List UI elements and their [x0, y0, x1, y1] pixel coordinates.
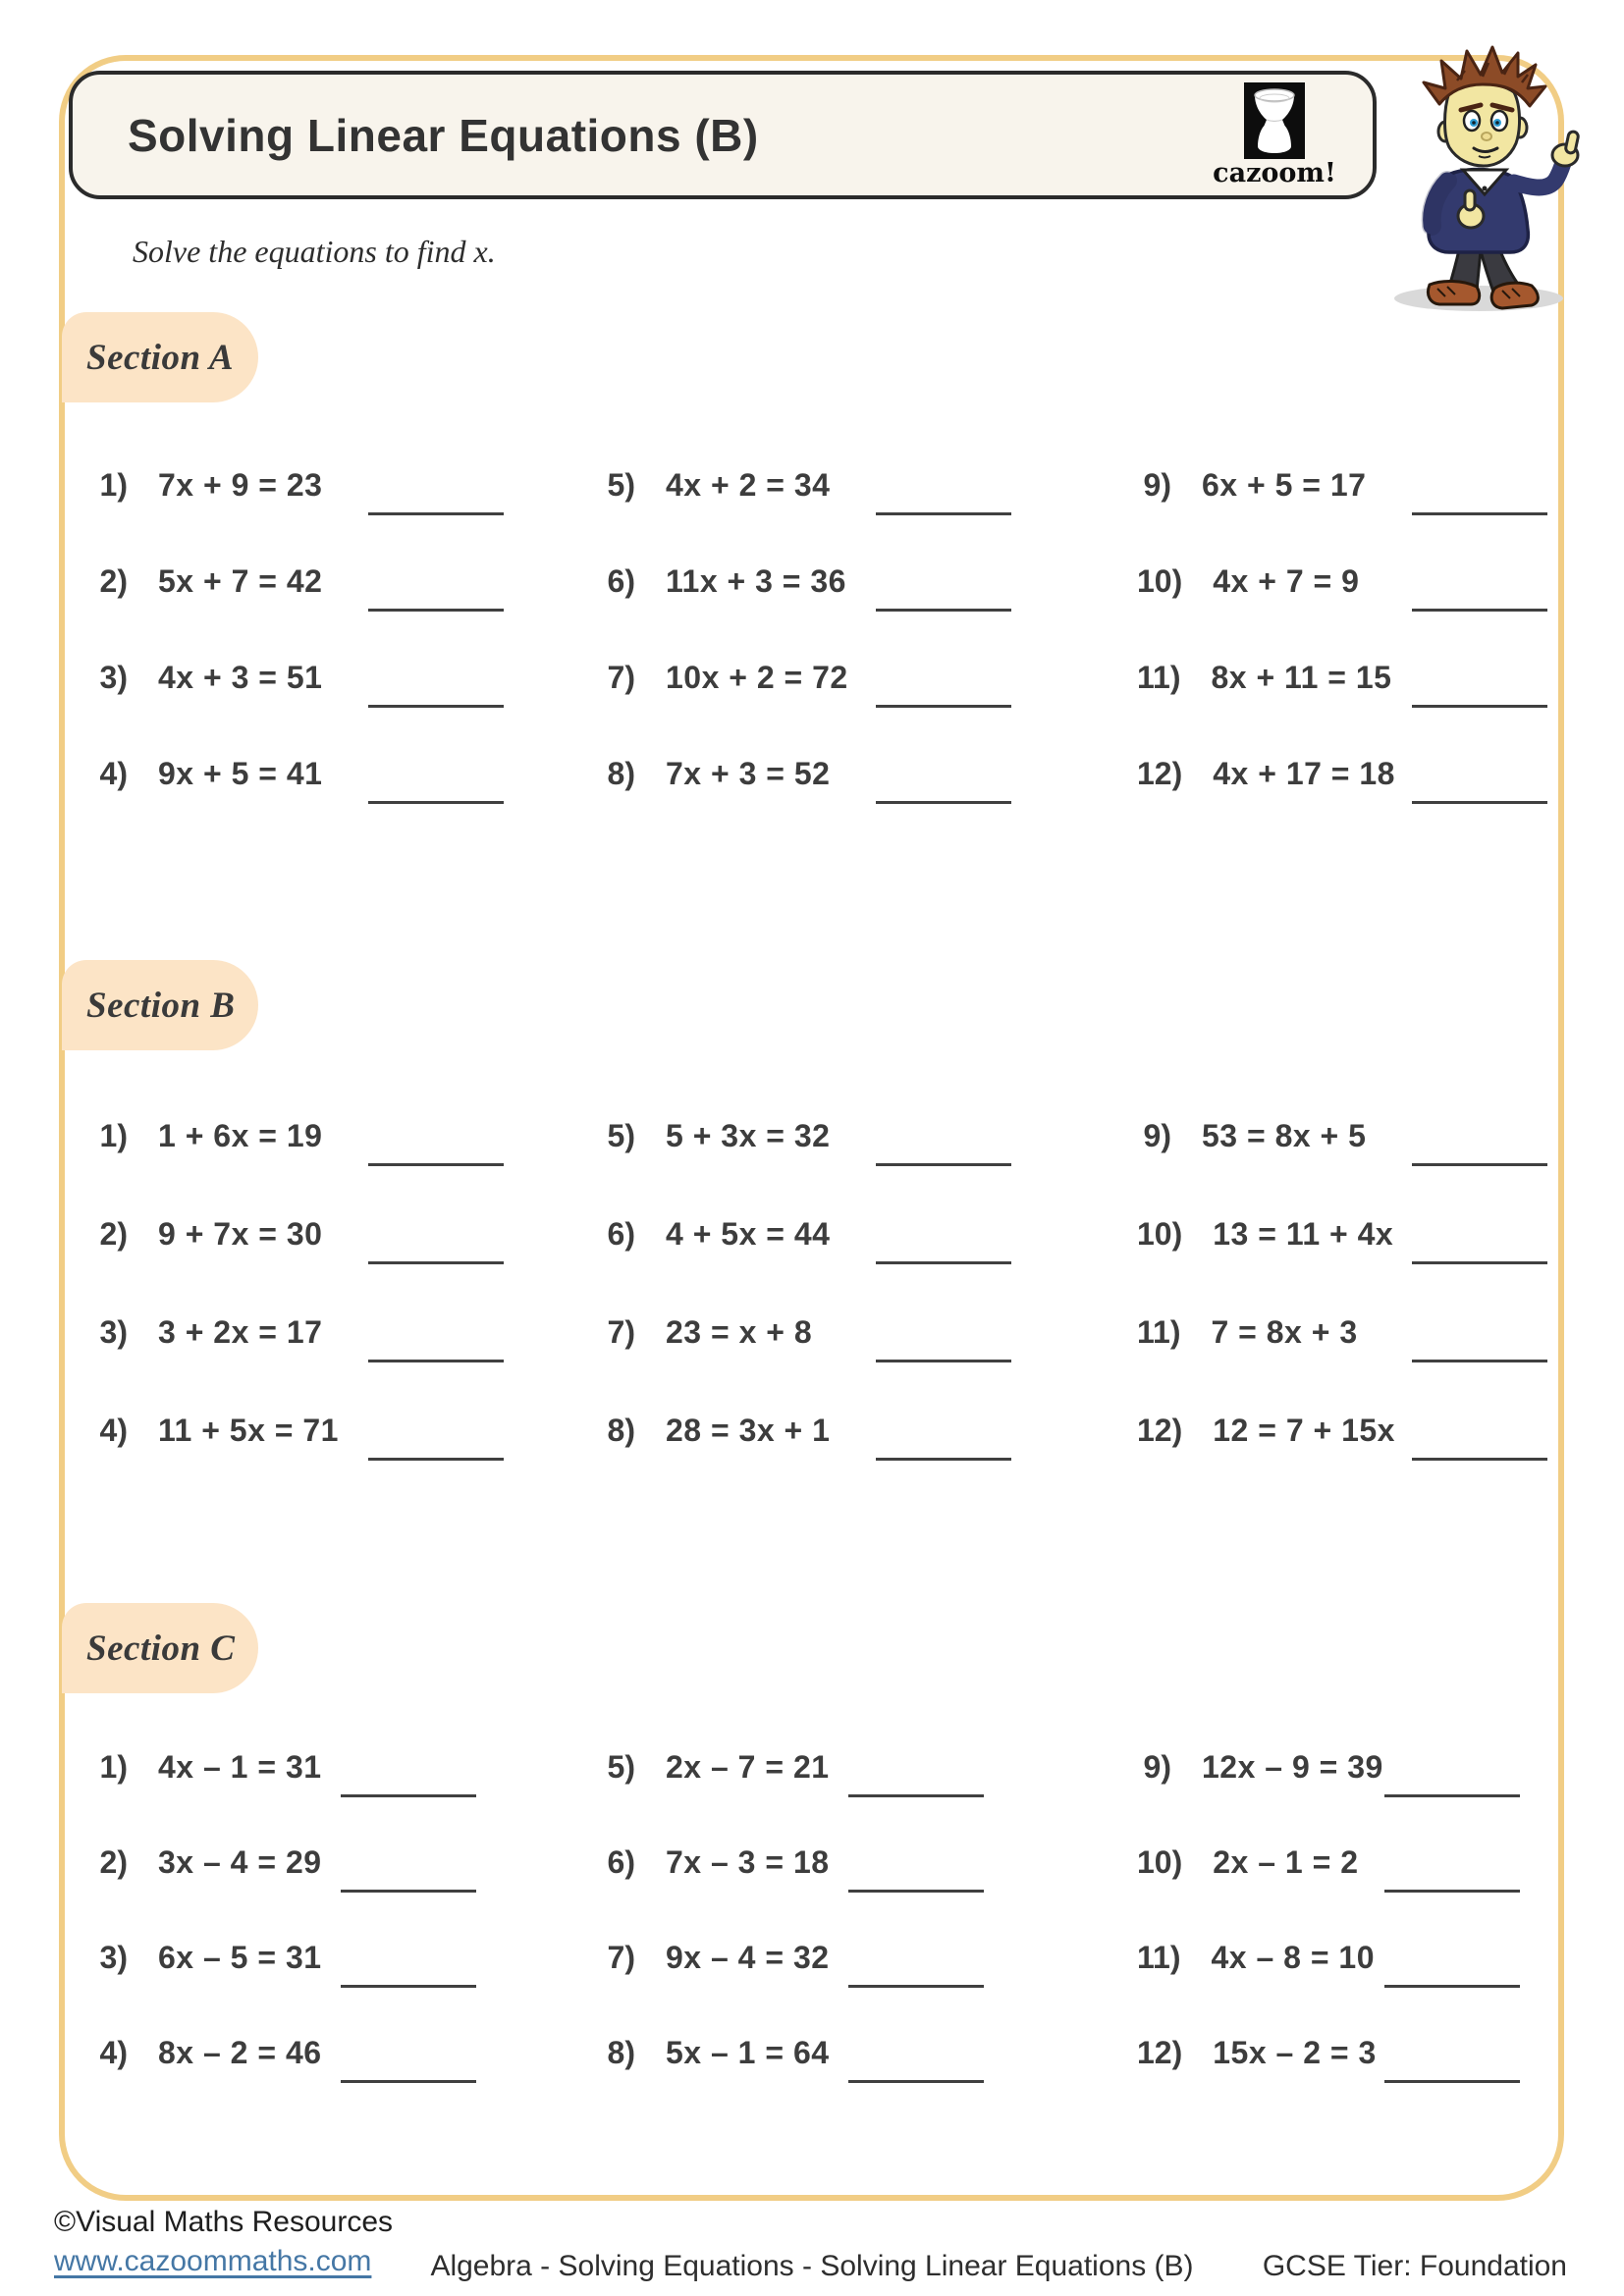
- answer-line[interactable]: [341, 1985, 476, 1988]
- problem-number: 8): [607, 2035, 635, 2070]
- problem-number: 1): [99, 467, 128, 503]
- problem-number: 5): [607, 1118, 635, 1153]
- problem-equation: 4x + 17 = 18: [1213, 756, 1395, 791]
- problem-cell: [93, 1749, 555, 1786]
- problem-equation: 2x – 1 = 2: [1213, 1844, 1359, 1880]
- problem-equation: 4x + 3 = 51: [158, 660, 323, 695]
- problem-number: 4): [99, 756, 128, 791]
- problem-cell: [93, 1844, 555, 1881]
- problem-number: 11): [1137, 1314, 1181, 1350]
- problem-number: 12): [1137, 756, 1183, 791]
- problem-number: 9): [1143, 467, 1171, 503]
- problem-cell: [1137, 2035, 1598, 2071]
- problem-equation: 13 = 11 + 4x: [1213, 1216, 1394, 1252]
- problem-number: 1): [99, 1118, 128, 1153]
- section-label-text: Section B: [86, 985, 236, 1026]
- problem-equation: 7x – 3 = 18: [666, 1844, 830, 1880]
- website-link[interactable]: www.cazoommaths.com: [54, 2245, 372, 2277]
- problem-equation: 4x – 8 = 10: [1211, 1940, 1376, 1975]
- problem-number: 11): [1137, 660, 1181, 695]
- problem-equation: 4x – 1 = 31: [158, 1749, 322, 1785]
- problem-cell: [601, 2035, 1062, 2071]
- problem-equation: 6x + 5 = 17: [1202, 467, 1367, 503]
- problem-equation: 11x + 3 = 36: [666, 563, 846, 599]
- answer-line[interactable]: [848, 1794, 984, 1797]
- problem-number: 12): [1137, 1413, 1183, 1448]
- problem-equation: 10x + 2 = 72: [666, 660, 848, 695]
- problem-number: 3): [99, 660, 128, 695]
- problem-number: 10): [1137, 1216, 1183, 1252]
- problem-cell: [93, 2035, 555, 2071]
- problem-number: 10): [1137, 563, 1183, 599]
- problem-cell: [93, 1940, 555, 1976]
- section-label-text: Section A: [86, 337, 235, 378]
- problem-equation: 2x – 7 = 21: [666, 1749, 830, 1785]
- answer-line[interactable]: [848, 2080, 984, 2083]
- section-label-text: Section C: [86, 1628, 236, 1669]
- problem-equation: 6x – 5 = 31: [158, 1940, 322, 1975]
- problem-equation: 53 = 8x + 5: [1202, 1118, 1367, 1153]
- answer-line[interactable]: [848, 1890, 984, 1893]
- problem-number: 1): [99, 1749, 128, 1785]
- answer-line[interactable]: [341, 2080, 476, 2083]
- problem-cell: [601, 1749, 1062, 1786]
- problem-number: 2): [99, 1216, 128, 1252]
- problem-equation: 8x + 11 = 15: [1211, 660, 1392, 695]
- footer-category-text: Algebra - Solving Equations - Solving Linear Equations (B): [430, 2250, 1194, 2282]
- answer-line[interactable]: [341, 1794, 476, 1797]
- problem-number: 11): [1137, 1940, 1181, 1975]
- copyright-text: ©Visual Maths Resources: [54, 2206, 394, 2238]
- problem-equation: 9 + 7x = 30: [158, 1216, 323, 1252]
- problem-cell: [1137, 1844, 1598, 1881]
- problem-equation: 8x – 2 = 46: [158, 2035, 322, 2070]
- answer-line[interactable]: [1384, 2080, 1520, 2083]
- problem-number: 7): [607, 660, 635, 695]
- problem-number: 5): [607, 467, 635, 503]
- problem-equation: 7x + 3 = 52: [666, 756, 831, 791]
- problem-equation: 11 + 5x = 71: [158, 1413, 339, 1448]
- answer-line[interactable]: [848, 1985, 984, 1988]
- problem-number: 10): [1137, 1844, 1183, 1880]
- problem-equation: 7x + 9 = 23: [158, 467, 323, 503]
- problem-number: 4): [99, 2035, 128, 2070]
- problem-equation: 4x + 2 = 34: [666, 467, 831, 503]
- answer-line[interactable]: [341, 1890, 476, 1893]
- mascot-boy-illustration: [1380, 41, 1598, 318]
- problem-equation: 5x – 1 = 64: [666, 2035, 830, 2070]
- problem-number: 9): [1143, 1118, 1171, 1153]
- problem-number: 5): [607, 1749, 635, 1785]
- problem-number: 8): [607, 756, 635, 791]
- problem-equation: 3 + 2x = 17: [158, 1314, 323, 1350]
- problem-number: 6): [607, 1844, 635, 1880]
- problem-number: 3): [99, 1940, 128, 1975]
- problem-equation: 12x – 9 = 39: [1202, 1749, 1383, 1785]
- problem-equation: 28 = 3x + 1: [666, 1413, 831, 1448]
- problem-equation: 12 = 7 + 15x: [1213, 1413, 1395, 1448]
- problem-cell: [1137, 1749, 1598, 1786]
- problem-equation: 23 = x + 8: [666, 1314, 813, 1350]
- problem-equation: 4x + 7 = 9: [1213, 563, 1360, 599]
- problem-equation: 15x – 2 = 3: [1213, 2035, 1377, 2070]
- answer-line[interactable]: [1384, 1794, 1520, 1797]
- problem-number: 7): [607, 1940, 635, 1975]
- problem-number: 4): [99, 1413, 128, 1448]
- problem-equation: 5x + 7 = 42: [158, 563, 323, 599]
- problem-number: 6): [607, 1216, 635, 1252]
- problem-equation: 9x + 5 = 41: [158, 756, 323, 791]
- problem-number: 7): [607, 1314, 635, 1350]
- problem-cell: [1137, 1940, 1598, 1976]
- problem-number: 12): [1137, 2035, 1183, 2070]
- problem-equation: 1 + 6x = 19: [158, 1118, 323, 1153]
- problem-cell: [601, 1844, 1062, 1881]
- problem-equation: 4 + 5x = 44: [666, 1216, 831, 1252]
- instruction-text: Solve the equations to find x.: [133, 234, 496, 269]
- problem-cell: [601, 1940, 1062, 1976]
- problem-equation: 5 + 3x = 32: [666, 1118, 831, 1153]
- problem-number: 8): [607, 1413, 635, 1448]
- problem-number: 9): [1143, 1749, 1171, 1785]
- problem-number: 6): [607, 563, 635, 599]
- problem-equation: 7 = 8x + 3: [1211, 1314, 1358, 1350]
- problem-number: 2): [99, 563, 128, 599]
- problem-number: 3): [99, 1314, 128, 1350]
- cazoom-logo-text: cazoom!: [1213, 157, 1336, 188]
- worksheet-title: Solving Linear Equations (B): [128, 109, 759, 161]
- answer-line[interactable]: [1384, 1985, 1520, 1988]
- problem-equation: 9x – 4 = 32: [666, 1940, 830, 1975]
- problem-equation: 3x – 4 = 29: [158, 1844, 322, 1880]
- problem-number: 2): [99, 1844, 128, 1880]
- answer-line[interactable]: [1384, 1890, 1520, 1893]
- footer-tier-text: GCSE Tier: Foundation: [1262, 2250, 1567, 2282]
